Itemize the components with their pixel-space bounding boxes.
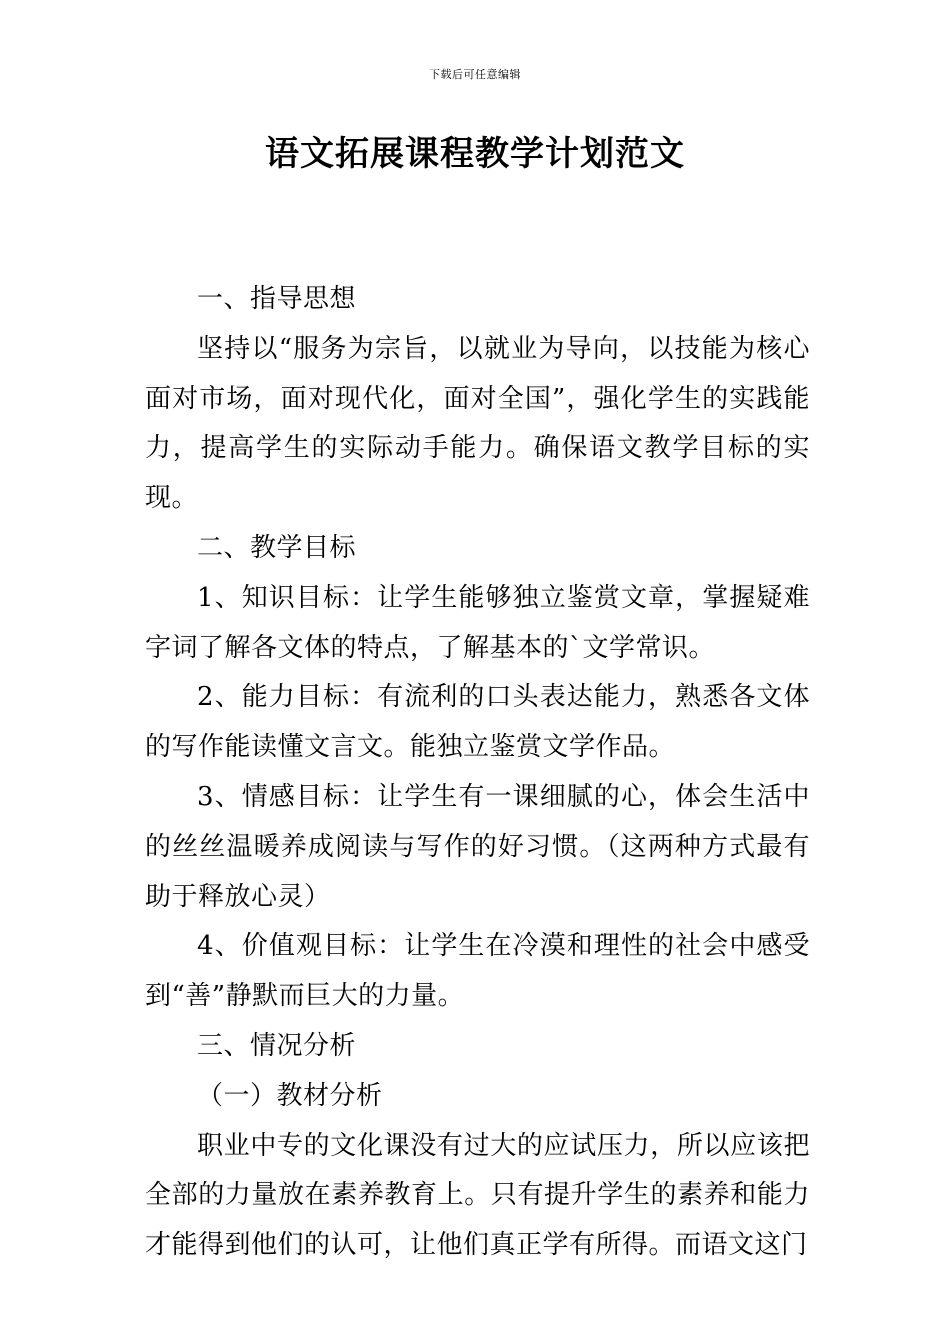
section-heading-teaching-goals: 二、教学目标 <box>197 532 357 563</box>
paragraph-guiding-ideology: 坚持以“服务为宗旨，以就业为导向，以技能为核心面对市场，面对现代化，面对全国”，强化学生的实践能力，提高学生的实际动手能力。确保语文教学目标的实现。 <box>145 333 810 514</box>
section-heading-situation-analysis: 三、情况分析 <box>197 1030 357 1061</box>
header-note: 下载后可任意编辑 <box>429 68 521 81</box>
document-title: 语文拓展课程教学计划范文 <box>265 134 685 174</box>
paragraph-textbook-analysis: 职业中专的文化课没有过大的应试压力，所以应该把全部的力量放在素养教育上。只有提升学生的素养和能力才能得到他们的认可，让他们真正学有所得。而语文这门 <box>145 1130 810 1261</box>
paragraph-emotion-goal: 3、情感目标：让学生有一课细腻的心，体会生活中的丝丝温暖养成阅读与写作的好习惯。（这两种方式最有助于释放心灵） <box>145 781 810 912</box>
section-heading-guiding-ideology: 一、指导思想 <box>197 284 357 314</box>
document-body <box>145 275 810 1271</box>
paragraph-knowledge-goal: 1、知识目标：让学生能够独立鉴赏文章，掌握疑难字词了解各文体的特点，了解基本的`文学常识。 <box>145 582 810 663</box>
paragraph-values-goal: 4、价值观目标：让学生在冷漠和理性的社会中感受到“善”静默而巨大的力量。 <box>145 931 810 1012</box>
paragraph-ability-goal: 2、能力目标：有流利的口头表达能力，熟悉各文体的写作能读懂文言文。能独立鉴赏文学作品。 <box>145 682 810 763</box>
subsection-heading-textbook-analysis: （一）教材分析 <box>197 1080 383 1111</box>
